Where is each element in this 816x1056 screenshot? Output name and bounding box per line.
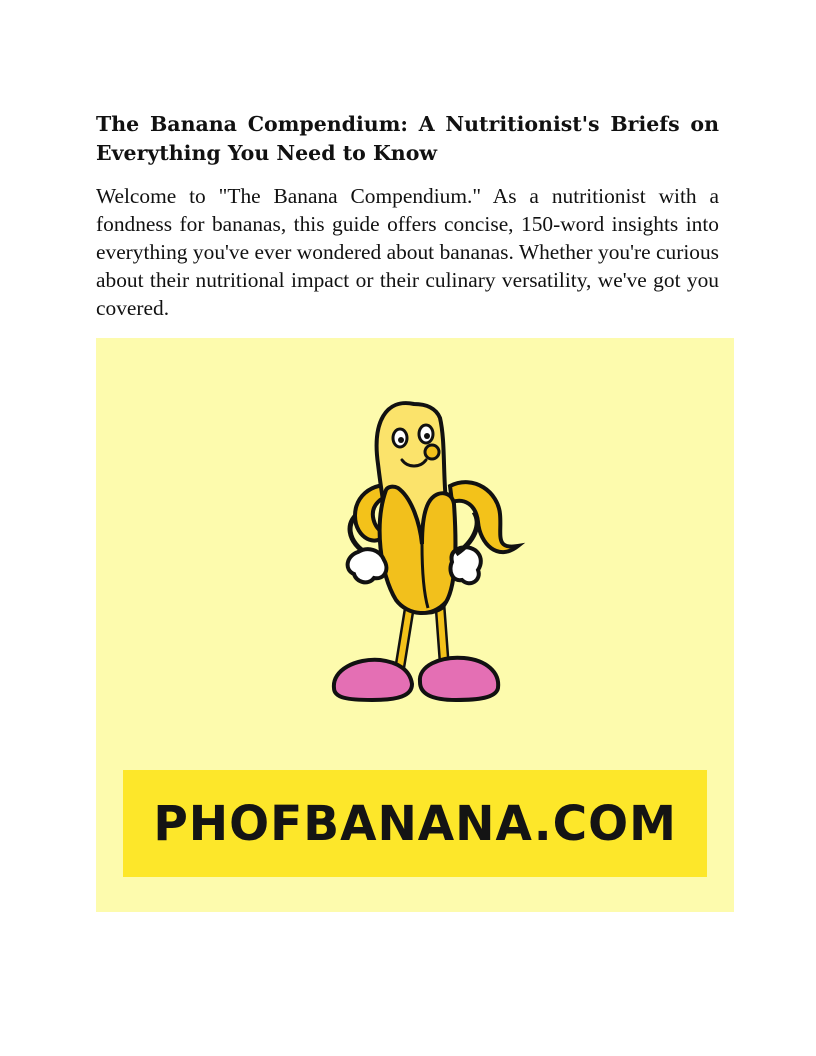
website-url-text: PHOFBANANA.COM — [153, 795, 677, 852]
page-title: The Banana Compendium: A Nutritionist's Briefs on Everything You Need to Know — [96, 112, 719, 165]
banana-mascot-icon — [328, 394, 528, 706]
website-banner — [123, 770, 707, 877]
intro-paragraph: Welcome to "The Banana Compendium." As a nutritionist with a fondness for bananas, this guide offers concise, 150-word insights into everything you've ever wondered about bananas. Whether you're curious about their nutritional impact or their culinary versatility, we've got you covered. — [96, 184, 719, 320]
hero-image — [96, 338, 734, 912]
